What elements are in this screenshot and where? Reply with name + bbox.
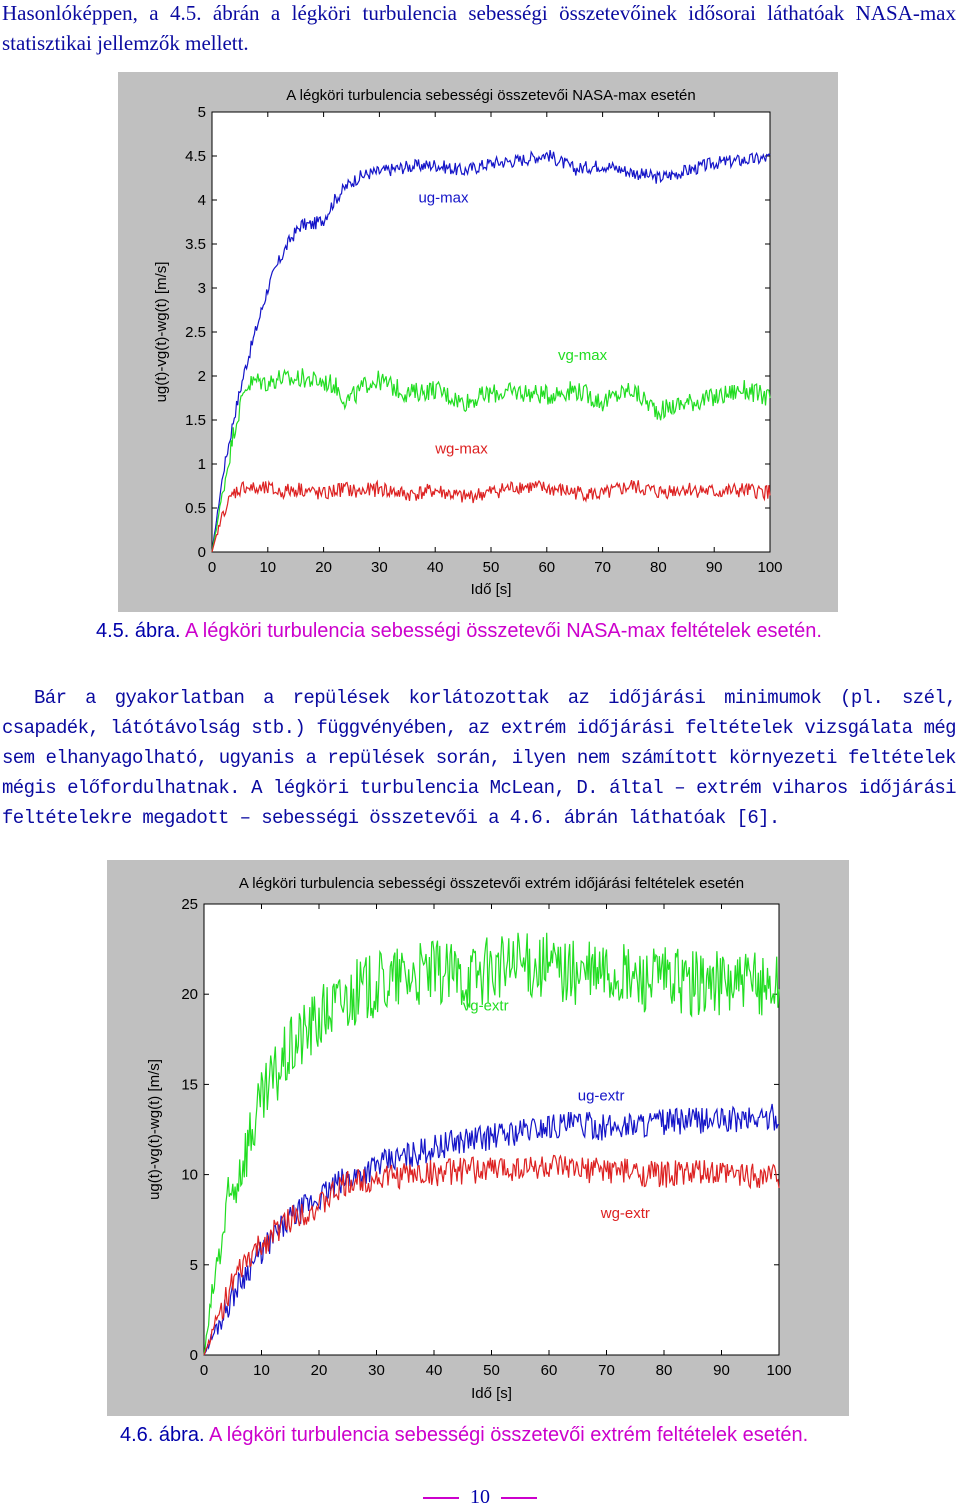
chart-extreme [107, 860, 849, 1416]
body-paragraph: Bár a gyakorlatban a repülések korlátozottak az időjárási minimumok (pl. szél, csapadék, látótávolság stb.) függvényében, az extrém időjárási feltételek vizsgálata még sem elhanyagolható, ugyanis a repülések során, ilyen nem számított környezeti feltételek mégis előfordulhatnak. A légköri turbulencia McLean, D. által – extrém viharos időjárási feltételekre megadott – sebességi összetevői a 4.6. ábrán láthatóak [6]. [2, 687, 956, 829]
figure-nasa-max [118, 72, 838, 612]
y-tick-label: 0 [189, 1347, 198, 1364]
x-tick-label: 50 [482, 559, 500, 576]
chart-title: A légköri turbulencia sebességi összetevői NASA-max esetén [286, 87, 696, 104]
x-tick-label: 20 [315, 559, 332, 576]
y-tick-label: 25 [181, 896, 198, 913]
chart-title: A légköri turbulencia sebességi összetevői extrém időjárási feltételek esetén [238, 875, 745, 892]
x-tick-label: 100 [757, 559, 783, 576]
y-tick-label: 1 [197, 456, 206, 473]
y-tick-label: 4 [197, 192, 206, 209]
x-tick-label: 40 [426, 559, 444, 576]
x-tick-label: 90 [705, 559, 723, 576]
x-tick-label: 100 [766, 1362, 792, 1379]
y-tick-label: 2.5 [185, 324, 206, 341]
y-tick-label: 5 [197, 104, 206, 121]
x-tick-label: 0 [199, 1362, 209, 1379]
figure2-caption [120, 1424, 808, 1447]
x-tick-label: 80 [655, 1362, 673, 1379]
series-label-ug-extr: ug-extr [577, 1087, 625, 1105]
series-label-vg-max: vg-max [557, 347, 608, 365]
x-tick-label: 30 [368, 1362, 385, 1379]
x-tick-label: 10 [253, 1362, 270, 1379]
figure1-caption-text: A légköri turbulencia sebességi összetevői NASA-max feltételek esetén. [184, 620, 822, 642]
y-tick-label: 4.5 [185, 148, 206, 165]
y-tick-label: 10 [181, 1166, 198, 1184]
plot-area [212, 112, 770, 552]
figure-extreme [107, 860, 849, 1416]
intro-paragraph: Hasonlóképpen, a 4.5. ábrán a légköri turbulencia sebességi összetevőinek idősorai láthatóak NASA-max statisztikai jellemzők mellett. [2, 1, 956, 55]
figure2-caption-number: 4.6. ábra. [120, 1424, 205, 1446]
series-label-ug-max: ug-max [418, 189, 469, 207]
series-label-wg-max: wg-max [435, 440, 488, 458]
x-tick-label: 60 [538, 559, 556, 576]
x-tick-label: 10 [259, 559, 277, 576]
figure1-caption-number: 4.5. ábra. [96, 620, 181, 642]
x-tick-label: 70 [598, 1362, 615, 1379]
page-footer [0, 1486, 960, 1509]
y-tick-label: 5 [189, 1256, 198, 1274]
x-tick-label: 60 [540, 1362, 558, 1379]
footer-rule-right [501, 1497, 537, 1499]
figure2-caption-text: A légköri turbulencia sebességi összetevői extrém feltételek esetén. [208, 1424, 809, 1446]
x-tick-label: 70 [594, 559, 611, 576]
y-tick-label: 0.5 [185, 500, 206, 517]
footer-rule-left [423, 1497, 459, 1499]
y-tick-label: 3.5 [185, 236, 206, 253]
page-number: 10 [470, 1486, 490, 1508]
x-tick-label: 80 [650, 559, 667, 576]
x-tick-label: 40 [425, 1362, 443, 1379]
y-tick-label: 15 [181, 1076, 198, 1094]
x-tick-label: 90 [713, 1362, 730, 1379]
y-tick-label: 20 [181, 986, 198, 1004]
x-axis-label: Idő [s] [471, 1385, 512, 1402]
series-label-wg-extr: wg-extr [600, 1204, 650, 1222]
x-tick-label: 0 [207, 559, 217, 576]
y-axis-label: ug(t)-vg(t)-wg(t) [m/s] [153, 261, 170, 403]
figure1-caption [96, 620, 822, 643]
y-tick-label: 3 [197, 280, 206, 297]
x-tick-label: 20 [310, 1362, 328, 1379]
chart-nasa-max [118, 72, 838, 612]
x-tick-label: 30 [371, 559, 388, 576]
x-tick-label: 50 [483, 1362, 500, 1379]
y-tick-label: 1.5 [185, 412, 206, 429]
y-tick-label: 0 [197, 544, 206, 561]
y-tick-label: 2 [197, 368, 206, 385]
x-axis-label: Idő [s] [470, 581, 512, 598]
y-axis-label: ug(t)-vg(t)-wg(t) [m/s] [146, 1059, 163, 1200]
series-label-vg-extr: vg-extr [462, 997, 509, 1015]
